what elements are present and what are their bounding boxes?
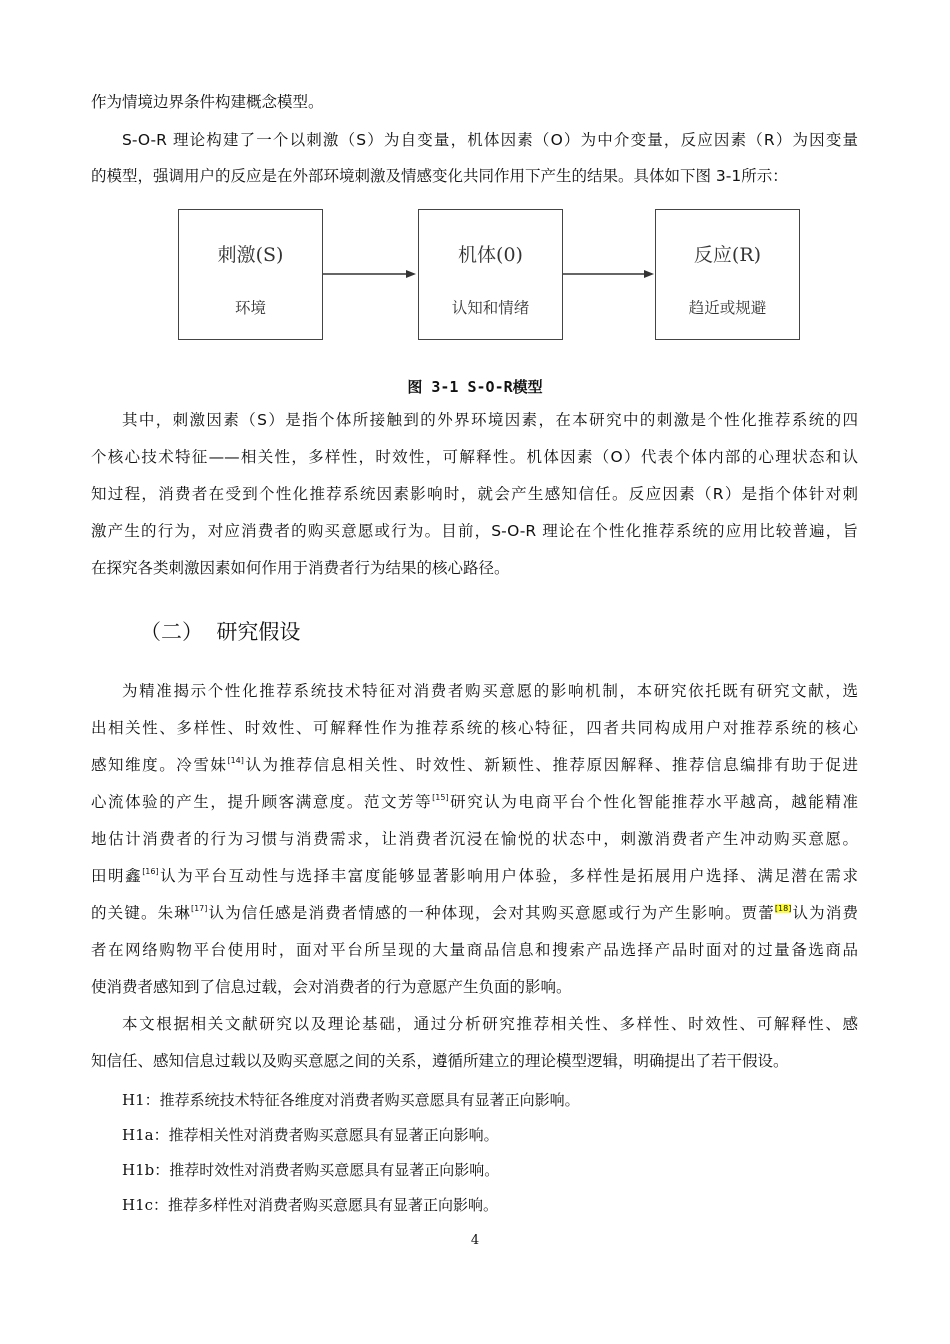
text-span: 认为信任感是消费者情感的一种体现，会对其购买意愿或行为产生影响。贾蕾 [207, 904, 775, 922]
body-text-line: 的模型，强调用户的反应是在外部环境刺激及情感变化共同作用下产生的结果。具体如下图 3-1所示： [91, 167, 788, 185]
body-text-line: 在探究各类刺激因素如何作用于消费者行为结果的核心路径。 [91, 559, 510, 577]
body-text-line: 使消费者感知到了信息过载，会对消费者的行为意愿产生负面的影响。 [91, 978, 572, 996]
text-span: 研究认为电商平台个性化智能推荐水平越高，越能精准 [448, 793, 858, 811]
body-text-line: 本文根据相关文献研究以及理论基础，通过分析研究推荐相关性、多样性、时效性、可解释性、感 [122, 1015, 858, 1033]
response-title: 反应(R) [693, 244, 762, 266]
highlighted-citation-ref: [18] [774, 904, 792, 913]
organism-subtitle: 认知和情绪 [451, 299, 530, 317]
arrow-stimulus-to-organism [323, 270, 416, 278]
body-text-line: 个核心技术特征——相关性，多样性，时效性，可解释性。机体因素（O）代表个体内部的心理状态和认 [91, 448, 858, 466]
section-heading: （二） 研究假设 [140, 620, 301, 644]
arrow-organism-to-response [563, 270, 654, 278]
citation-ref: [17] [190, 904, 208, 913]
body-text-line: 知信任、感知信息过载以及购买意愿之间的关系，遵循所建立的理论模型逻辑，明确提出了若干假设。 [91, 1052, 789, 1070]
body-text-line: 其中，刺激因素（S）是指个体所接触到的外界环境因素，在本研究中的刺激是个性化推荐系统的四 [122, 411, 858, 429]
text-span: 感知维度。冷雪妹 [91, 756, 228, 774]
body-text-line [91, 792, 858, 812]
citation-ref: [14] [227, 756, 244, 765]
text-span: 田明鑫 [91, 867, 143, 885]
body-text-line: 知过程，消费者在受到个性化推荐系统因素影响时，就会产生感知信任。反应因素（R）是指个体针对刺 [91, 485, 858, 503]
body-text-line [91, 755, 858, 775]
hypothesis-h1c: H1c：推荐多样性对消费者购买意愿具有显著正向影响。 [122, 1196, 499, 1214]
response-subtitle: 趋近或规避 [688, 299, 767, 317]
hypothesis-h1b: H1b：推荐时效性对消费者购买意愿具有显著正向影响。 [122, 1161, 500, 1179]
text-span: 的关键。朱琳 [91, 904, 191, 922]
organism-title: 机体(0) [458, 244, 523, 266]
body-text-line: S-O-R 理论构建了一个以刺激（S）为自变量，机体因素（O）为中介变量，反应因素（R）为因变量 [122, 131, 858, 149]
text-span: 认为消费 [791, 904, 858, 922]
text-span: 认为平台互动性与选择丰富度能够显著影响用户体验，多样性是拓展用户选择、满足潜在需求 [158, 867, 858, 885]
body-text-line: 作为情境边界条件构建概念模型。 [91, 93, 324, 111]
body-text-line [91, 866, 858, 886]
citation-ref: [15] [432, 793, 449, 802]
figure-caption: 图 3-1 S-O-R模型 [407, 378, 543, 396]
stimulus-title: 刺激(S) [217, 244, 284, 266]
stimulus-subtitle: 环境 [234, 299, 266, 317]
body-text-line [91, 903, 858, 923]
body-text-line: 为精准揭示个性化推荐系统技术特征对消费者购买意愿的影响机制，本研究依托既有研究文献，选 [122, 682, 858, 700]
body-text-line: 者在网络购物平台使用时，面对平台所呈现的大量商品信息和搜索产品选择产品时面对的过量备选商品 [91, 941, 858, 959]
figure-arrows [0, 0, 950, 400]
text-span: 心流体验的产生，提升顾客满意度。范文芳等 [91, 793, 433, 811]
body-text-line: 出相关性、多样性、时效性、可解释性作为推荐系统的核心特征，四者共同构成用户对推荐系统的核心 [91, 719, 858, 737]
page-number: 4 [470, 1233, 480, 1248]
text-span: 认为推荐信息相关性、时效性、新颖性、推荐原因解释、推荐信息编排有助于促进 [243, 756, 858, 774]
citation-ref: [16] [142, 867, 159, 876]
hypothesis-h1a: H1a：推荐相关性对消费者购买意愿具有显著正向影响。 [122, 1126, 499, 1144]
body-text-line: 地估计消费者的行为习惯与消费需求，让消费者沉浸在愉悦的状态中，刺激消费者产生冲动购买意愿。 [91, 830, 858, 848]
hypothesis-h1: H1：推荐系统技术特征各维度对消费者购买意愿具有显著正向影响。 [122, 1091, 580, 1109]
body-text-line: 激产生的行为，对应消费者的购买意愿或行为。目前，S-O-R 理论在个性化推荐系统的应用比较普遍，旨 [91, 522, 858, 540]
